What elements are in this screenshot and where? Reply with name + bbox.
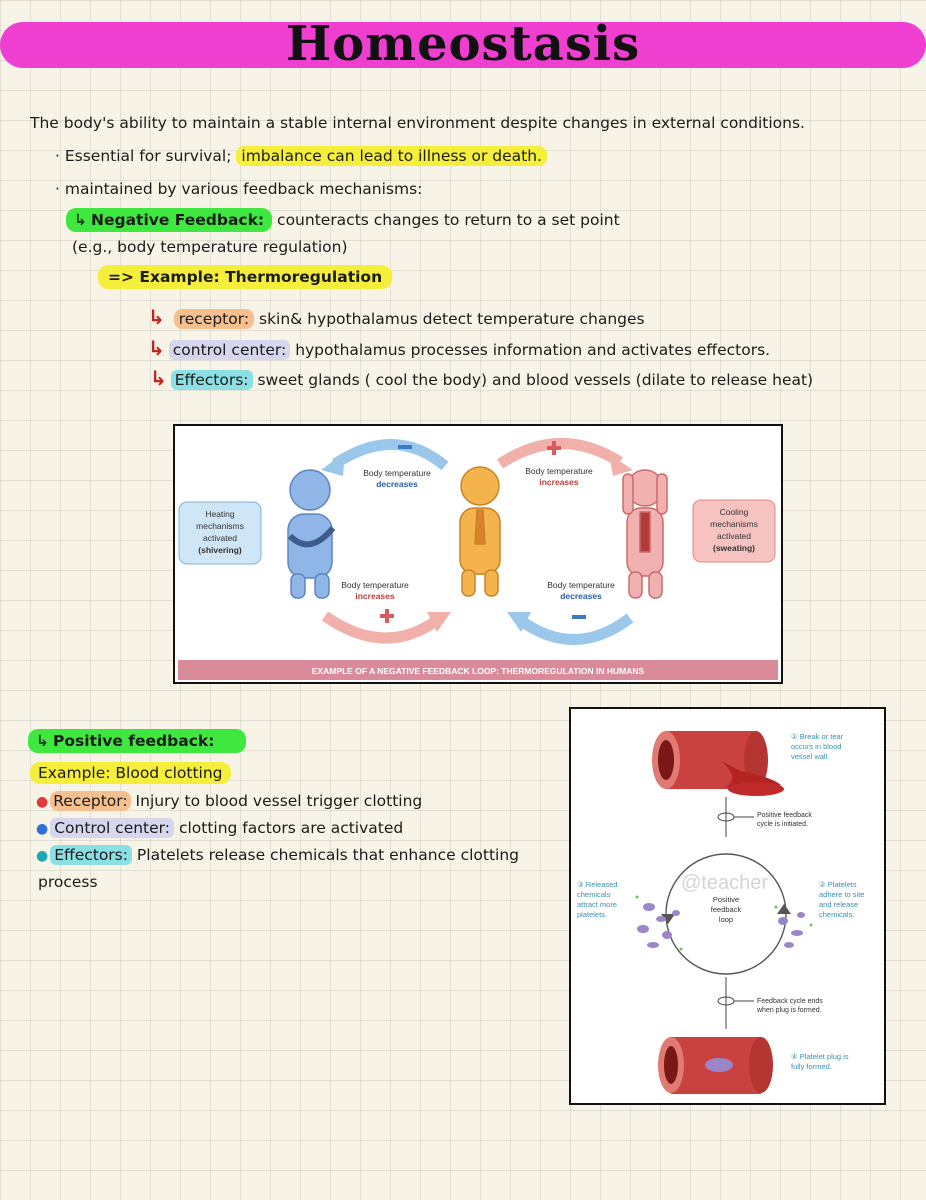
hot-person-figure [623,470,667,598]
positive-label-text: Positive feedback: [53,732,215,750]
loop-label: Positive [712,895,740,904]
minus-icon [572,615,586,619]
positive-receptor-label: Receptor: [50,791,130,811]
bullet-dot-icon: ● [36,794,49,810]
effectors-line [150,367,813,391]
cycle-start-label: cycle is initiated. [757,821,808,828]
cooling-box-line: activated [716,531,752,541]
corner-arrow-icon: ↳ [148,305,165,329]
corner-arrow-icon: ↳ [148,336,165,360]
bullet-dot-icon: ● [36,821,49,837]
label-top-right: Body temperature [525,466,593,476]
plus-icon-vertical [552,441,556,455]
bullet-survival [55,145,547,167]
negative-example-paren: (e.g., body temperature regulation) [72,238,348,256]
cooling-box-line: Cooling [719,507,749,517]
loop-label: loop [718,915,734,924]
page-title: Homeostasis [285,16,641,72]
plugged-vessel-image [658,1037,773,1094]
blood-clotting-svg [571,709,884,1103]
negative-label-text: Negative Feedback: [91,211,265,229]
blood-clotting-example [30,762,231,784]
step3-label: ③ Released [577,880,618,889]
positive-feedback-line [28,730,246,752]
corner-arrow-icon: ↳ [150,366,167,390]
cooling-box-line: mechanisms [710,519,758,529]
loop-arrowhead [777,904,791,914]
loop-label: feedback [710,905,742,914]
thermoregulation-example [98,266,392,288]
positive-effectors-text: Platelets release chemicals that enhance clotting [136,846,520,864]
heating-box-line: Heating [205,509,235,519]
label-bottom-left-value: increases [355,591,395,601]
positive-feedback-label [28,729,246,753]
thermoregulation-svg [175,426,781,682]
intro-text: The body's ability to maintain a stable internal environment despite changes in external conditions. [30,114,805,132]
cold-person-figure [288,470,333,598]
positive-control-line [36,817,403,840]
torn-vessel-image [652,731,784,796]
positive-effectors-line [36,844,519,867]
control-center-label: control center: [169,340,290,360]
minus-icon [398,445,412,449]
corner-arrow-icon: ↳ [36,732,49,750]
step2-label: adhere to site [819,890,865,899]
positive-effectors-label: Effectors: [50,845,132,865]
blood-clotting-diagram [569,707,886,1105]
step4-label: ④ Platelet plug is [791,1052,849,1061]
heating-box-line: mechanisms [196,521,244,531]
effectors-text: sweet glands ( cool the body) and blood vessels (dilate to release heat) [257,371,814,389]
control-center-text: hypothalamus processes information and activates effectors. [295,341,771,359]
negative-feedback-label [66,208,272,232]
bullet-survival-highlight: imbalance can lead to illness or death. [236,146,547,166]
positive-effectors-continued: process [38,873,98,891]
arc-arrow-bottom-right [520,618,630,640]
label-bottom-left: Body temperature [341,580,409,590]
step4-label: fully formed. [791,1062,832,1071]
plus-icon-vertical [385,609,389,623]
thermoregulation-diagram [173,424,783,684]
arrowhead-top-left [321,452,345,476]
effectors-label: Effectors: [171,370,253,390]
arc-arrow-bottom-left [325,616,437,638]
cooling-box-line: (sweating) [712,543,756,553]
label-bottom-right-value: decreases [560,591,602,601]
control-center-line [148,337,770,361]
cycle-end-label: Feedback cycle ends [757,998,823,1005]
bullet-mechanisms: · maintained by various feedback mechanisms: [55,180,423,198]
corner-arrow-icon: ↳ [74,211,87,229]
platelets-cluster-left [636,896,683,951]
step2-label: chemicals. [819,910,855,919]
label-top-left: Body temperature [363,468,431,478]
positive-receptor-line [36,790,422,813]
step3-label: chemicals [577,890,611,899]
step2-label: and release [819,900,859,909]
bullet-dot-icon: ● [36,848,49,864]
step2-label: ② Platelets [819,880,857,889]
receptor-text: skin& hypothalamus detect temperature changes [259,310,645,328]
receptor-line [148,306,645,330]
step3-label: platelets. [577,910,608,919]
bullet-survival-prefix: · Essential for survival; [55,147,232,165]
negative-feedback-desc: counteracts changes to return to a set point [277,211,620,229]
label-top-right-value: increases [539,477,579,487]
positive-control-label: Control center: [50,818,174,838]
negative-feedback-line [66,209,620,231]
positive-receptor-text: Injury to blood vessel trigger clotting [135,792,423,810]
label-top-left-value: decreases [376,479,418,489]
heating-box-line: activated [202,533,238,543]
thermoregulation-label: => Example: Thermoregulation [98,265,392,289]
heating-box-line: (shivering) [198,545,242,555]
watermark-text: @teacher [681,872,769,894]
step1-label: occurs in blood [791,742,842,751]
cycle-end-label: when plug is formed. [757,1007,822,1014]
positive-control-text: clotting factors are activated [178,819,404,837]
label-bottom-right: Body temperature [547,580,615,590]
cycle-start-label: Positive feedback [757,812,812,819]
figure-banner-text: EXAMPLE OF A NEGATIVE FEEDBACK LOOP: THERMOREGULATION IN HUMANS [311,666,645,676]
arc-arrow-top-left [335,444,445,466]
blood-clotting-label: Example: Blood clotting [30,762,231,784]
step1-label: ① Break or tear [791,732,844,741]
step3-label: attract more [577,900,618,909]
receptor-label: receptor: [174,309,254,329]
normal-person-figure [460,467,500,596]
step1-label: vessel wall. [791,752,830,761]
